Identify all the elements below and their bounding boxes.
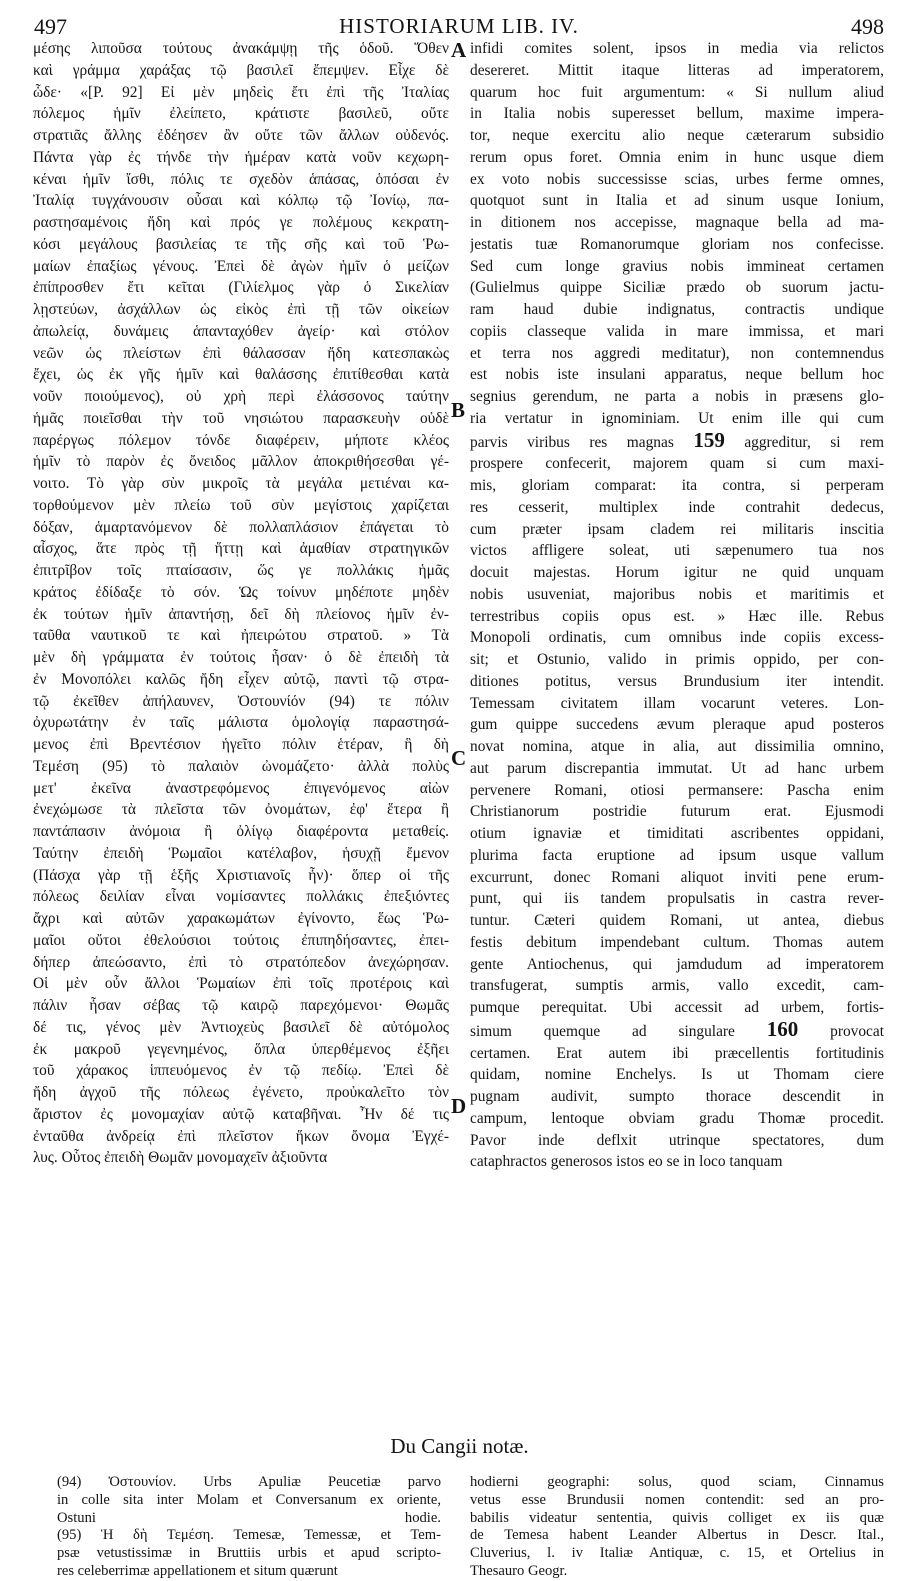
- text-line: μέσης λιποῦσα τούτους ἀνακάμψῃ τῆς ὁδοῦ. Ὅθεν: [33, 40, 449, 57]
- text-segment: simum quemque ad singulare: [470, 1022, 735, 1040]
- text-line: αἶσχος, ἅτε πρὸς τῇ ἥττῃ καὶ ἀμαθίαν στρατηγικῶν: [33, 540, 449, 558]
- text-line: vetus esse Brundusii nomen contendit: sed an pro-: [470, 1491, 884, 1508]
- text-line: μὲν δὴ γράμματα ἐν τούτοις ἦσαν· ὁ δὲ ἐπειδὴ τὰ: [33, 649, 449, 666]
- text-line: Cluverius, l. iv Italiæ Antiquæ, c. 15, et Ortelius in: [470, 1545, 884, 1562]
- text-line: pumque perequitat. Ubi accessit ad urbem, fortis-: [470, 999, 884, 1016]
- text-line: otium ignaviæ et timiditati ascribentes oppidani,: [470, 825, 884, 842]
- text-line: babilis videatur sententia, quivis colliget ex iis quæ: [470, 1509, 884, 1526]
- page-number-right: 498: [851, 14, 884, 39]
- text-line: cum præter ipsam cladem rei militaris inscitia: [470, 520, 884, 538]
- text-line: copiis classeque valida in mare immissa, et mari: [470, 322, 884, 340]
- text-line: ἀπωλείᾳ, δυνάμεις ἁπανταχόθεν ἀγείρ· καὶ στόλον: [33, 322, 449, 340]
- text-line: ria vertatur in ignominiam. Ut enim ille qui cum: [470, 409, 884, 427]
- text-line: quidam, nomine Enchelys. Is ut Thomam ciere: [470, 1066, 884, 1084]
- text-line: [470, 1019, 884, 1043]
- text-line: Ostuni hodie.: [57, 1509, 441, 1526]
- text-line: νοῦν ποιούμενος), οὐ χρὴ περὶ ἐλάσσονος ταύτην: [33, 388, 449, 405]
- text-line: λῃστεύων, ἀσχάλλων ὡς εἰκὸς ἐπὶ τῇ τῶν οἰκείων: [33, 301, 449, 318]
- text-line: ἐκ μακροῦ γεγενημένος, ὅπλα ὑπερθέμενος ἐξῆει: [33, 1040, 449, 1058]
- text-line: ἤδη ἀγχοῦ τῆς πόλεως ἐγένετο, προὐκαλεῖτο τὸν: [33, 1084, 449, 1101]
- text-line: Christianorum postridie futurum erat. Ejusmodi: [470, 803, 884, 821]
- text-line: in Italia nobis superesset bellum, maxime impera-: [470, 105, 884, 123]
- text-line: de Temesa habent Leander Albertus in Descr. Ital.,: [470, 1527, 884, 1544]
- text-line: et terra nos aggredi meditatur), non contemnendus: [470, 344, 884, 362]
- text-line: ἄριστον ἐς μονομαχίαν αὐτῷ καταβῆναι. Ἦν δέ τις: [33, 1105, 449, 1123]
- text-line: Πάντα γὰρ ἐς τήνδε τὴν ἡμέραν κατὰ νοῦν κεχωρη-: [33, 148, 449, 166]
- text-line: tuntur. Cæteri quidem Romani, ut antea, diebus: [470, 912, 884, 929]
- text-line: μενος ἐπὶ Βρεντέσιον ἡγεῖτο πόλιν ἑτέραν, ἣ δὴ: [33, 736, 449, 753]
- text-line: (95) Ἡ δὴ Τεμέση. Temesæ, Temessæ, et Tem-: [57, 1527, 441, 1544]
- column-number: 159: [693, 429, 725, 452]
- text-line: Οἱ μὲν οὖν ἄλλοι Ῥωμαίων ἐπὶ τοῖς προτέροις καὶ: [33, 975, 449, 993]
- text-line: plurima facta eruptione ad ipsum usque vallum: [470, 846, 884, 864]
- text-line: λυς. Οὗτος ἐπειδὴ Θωμᾶν μονομαχεῖν ἀξιοῦντα: [33, 1149, 328, 1167]
- text-line: gente Antiochenus, qui jamdudum ad imperatorem: [470, 955, 884, 973]
- text-line: μετ' ἐκεῖνα ἀναστρεφόμενος ἐπιγενόμενος αἰὼν: [33, 779, 449, 797]
- text-line: in colle sita inter Molam et Conversanum ex oriente,: [57, 1491, 441, 1508]
- text-line: ἐπίπροσθεν ἔτι κεῖται (Γιλίελμος γὰρ ὁ Σικελίαν: [33, 279, 449, 297]
- text-line: Monopoli ordinatis, cum omnibus inde copiis excess-: [470, 629, 884, 647]
- notes-right-column: [470, 1474, 884, 1581]
- text-line: mis, gloriam comparat: ita contra, si perperam: [470, 477, 884, 494]
- text-line: ἡμᾶς ποιεῖσθαι τὴν τοῦ νησιώτου παρασκευὴν οὐδὲ: [33, 409, 449, 427]
- text-line: ἡμῖν τὸ παρὸν ἐς ὄνειδος μᾶλλον ἀποκριθήσεσθαι γέ-: [33, 453, 449, 471]
- text-line: ram haud dubie indignatus, contractis undique: [470, 301, 884, 318]
- text-line: ἐκ τούτων ἡμῖν ἀπαντήσῃ, δεῖ δὴ πλείονος ἡμῖν ἐν-: [33, 605, 449, 623]
- text-line: δέ τις, γένος μὲν Ἀντιοχεὺς βασιλεῖ δὲ αὐτόμολος: [33, 1018, 449, 1036]
- text-line: (Πάσχα γὰρ τῇ ἑξῆς Χριστιανοῖς ἦν)· ὅπερ οἱ τῆς: [33, 866, 449, 884]
- text-line: Ταύτην ἐπειδὴ Ῥωμαῖοι κατέλαβον, ἡσυχῇ ἔμενον: [33, 844, 449, 862]
- text-line: τορθούμενον μὲν πλείω τοῦ σὺν μεγίστοις χαρίζεται: [33, 496, 449, 514]
- text-line: ἐν Μονοπόλει καλῶς ἤδη εἶχεν αὐτῷ, παντὶ τῷ στρα-: [33, 670, 449, 688]
- text-line: νοιτο. Τὸ γὰρ σὺν μικροῖς τὰ μεγάλα μετιέναι κα-: [33, 475, 449, 492]
- text-line: μαίων ἐπαξίως γένους. Ἐπεὶ δὲ ἀγὼν ἡμῖν ὁ μείζων: [33, 257, 449, 275]
- text-line: ditiones potitus, versus Brundusium iter intendit.: [470, 672, 884, 690]
- text-line: excurrunt, donec Romani aliquot inviti pene erum-: [470, 868, 884, 886]
- text-segment: aggreditur, si rem: [744, 433, 884, 451]
- text-line: sit; et Ostunio, valido in primis oppido, per con-: [470, 651, 884, 668]
- text-line: ἐπιτρῖβον τοῖς πταίσασιν, ὥς γε πολλάκις ἡμᾶς: [33, 562, 449, 579]
- text-line: pugnam audivit, sumpto thorace descendit in: [470, 1088, 884, 1105]
- notes-left-column: [57, 1474, 441, 1581]
- text-line: tor, neque exercitu alio neque cæterarum subsidio: [470, 127, 884, 144]
- text-line: παντάπασιν ἀνόμοια ἢ ὀλίγῳ διαφέροντα μεταθείς.: [33, 823, 449, 840]
- text-line: psæ vetustissimæ in Bruttiis urbis et apud scripto-: [57, 1545, 441, 1562]
- text-line: desereret. Mittit itaque litteras ad imperatorem,: [470, 61, 884, 79]
- text-line: δήπερ ἀπεώσαντο, ἐπὶ τὸ στρατόπεδον ἀνεχώρησαν.: [33, 953, 449, 971]
- page-number-left: 497: [34, 14, 67, 39]
- text-line: infidi comites solent, ipsos in media via relictos: [470, 40, 884, 57]
- running-title: HISTORIARUM LIB. IV.: [339, 14, 579, 38]
- text-line: jestatis tuæ Romanorumque gloriam nos confecisse.: [470, 235, 884, 253]
- text-line: certamen. Erat autem ibi præcellentis fortitudinis: [470, 1044, 884, 1062]
- text-line: res cesserit, multiplex inde contrahit dedecus,: [470, 498, 884, 516]
- greek-text-column: [33, 38, 449, 1169]
- text-line: victos affligere soleat, uti sæpenumero tua nos: [470, 542, 884, 560]
- text-line: quarum hoc fuit argumentum: « Si nullum aliud: [470, 83, 884, 101]
- text-line: ταῦθα ναυτικοῦ τε καὶ ἠπειρώτου στρατοῦ. » Τὰ: [33, 627, 449, 645]
- text-line: κέναι ἡμῖν ἴσθι, πόλις τε σχεδὸν ἁπάσας, ὁπόσαι ἐν: [33, 170, 449, 188]
- text-line: κόσι μεγάλους βασιλείας τε τῆς σῆς καὶ τοῦ Ῥω-: [33, 235, 449, 253]
- column-number: 160: [766, 1018, 799, 1041]
- text-line: in ditionem nos accepisse, magnaque bella ad ma-: [470, 214, 884, 231]
- text-line: ὧδε· «[P. 92] Εἰ μὲν μηδεὶς ἔτι ἐπὶ τῆς Ἰταλίας: [33, 83, 449, 101]
- margin-marker-b: B: [451, 398, 466, 422]
- text-line: πόλεως δειλίαν εἶναι νομίσαντες πολλάκις ἐπεξιόντες: [33, 888, 449, 906]
- text-line: ἐνταῦθα ἀνδρείᾳ ἐπὶ πλεῖστον ἥκων ὄνομα Ἐγχέ-: [33, 1127, 449, 1145]
- text-line: (Gulielmus quippe Siciliæ prædo ob suorum jactu-: [470, 279, 884, 297]
- text-line: (94) Ὀστουνίον. Urbs Apuliæ Peucetiæ parvo: [57, 1474, 441, 1490]
- text-line: [470, 430, 884, 454]
- text-line: res celeberrimæ appellationem et situm quærunt: [57, 1562, 338, 1579]
- text-line: cataphractos generosos istos eo se in loco tanquam: [470, 1153, 783, 1171]
- text-line: στρατιᾶς ἄλλης ἐδέησεν ἂν οὔτε τῶν ἄλλων οὐδενός.: [33, 127, 449, 144]
- text-line: παρέργως πόλεμον τόνδε διαφέρειν, μήποτε κλέος: [33, 431, 449, 449]
- text-line: rerum opus foret. Omnia enim in hunc usque diem: [470, 148, 884, 166]
- margin-marker-d: D: [451, 1094, 467, 1118]
- text-line: πόλεμος ἡμῖν ἐλείπετο, κράτιστε βασιλεῦ, οὔτε: [33, 105, 449, 123]
- text-line: transfugerat, sumptis armis, vallo excedit, cam-: [470, 977, 884, 995]
- text-line: καὶ γράμμα χαράξας τῷ βασιλεῖ ἔπεμψεν. Εἶχε δὲ: [33, 61, 449, 79]
- text-line: aut parum discrepantia immutat. Ut ad hanc urbem: [470, 759, 884, 777]
- text-segment: parvis viribus res magnas: [470, 433, 674, 451]
- text-line: τοῦ χάρακος ἱππευόμενος ἐν τῷ πεδίῳ. Ἐπεὶ δὲ: [33, 1062, 449, 1080]
- text-line: πάλιν ἦσαν σέβας τῷ καιρῷ παρεχόμενοι· Θωμᾶς: [33, 997, 449, 1014]
- text-line: ex voto nobis successisse scias, urbes ferme omnes,: [470, 170, 884, 188]
- text-line: prospere confecerit, majorem quam si cum maxi-: [470, 455, 884, 473]
- text-line: ἐνεχώμωσε τὰ πλεῖστα τῶν ὀνομάτων, ἐφ' ἕτερα ἢ: [33, 801, 449, 819]
- text-line: docuit majestas. Horum igitur ne quid unquam: [470, 564, 884, 581]
- text-line: νεῶν ὡς πλείστων ἐπὶ θάλασσαν ἤδη κατεσπακὼς: [33, 344, 449, 362]
- text-line: ραστησαμένοις ἤδη καὶ πρός γε πολέμους κεκρατη-: [33, 214, 449, 231]
- text-line: pervenere Romani, otiosi permansere: Pascha enim: [470, 781, 884, 799]
- text-line: ὀχυρωτάτην ἐν ταῖς μάλιστα ὁμολογίᾳ παραστησά-: [33, 714, 449, 732]
- text-line: terrestribus copiis opus est. » Hæc ille. Rebus: [470, 607, 884, 625]
- text-line: novat nomina, atque in alia, aut dissimilia omnino,: [470, 738, 884, 755]
- text-line: Pavor inde deflxit utrinque spectatores, dum: [470, 1131, 884, 1149]
- text-line: campum, lentoque obviam gradu Thomæ procedit.: [470, 1109, 884, 1127]
- text-line: hodierni geographi: solus, quod sciam, Cinnamus: [470, 1474, 884, 1490]
- notes-title: Du Cangii notæ.: [390, 1434, 529, 1458]
- text-line: punt, qui iis tandem propulsatis in castra rever-: [470, 890, 884, 908]
- text-line: nobis usuveniat, majoribus nobis et maritimis et: [470, 585, 884, 603]
- latin-text-column: [470, 38, 884, 1173]
- text-line: quotquot sunt in Italia et ad sinum usque Ionium,: [470, 192, 884, 210]
- text-line: δόξαν, ἁμαρτανόμενον δὲ πολλαπλάσιον ἐπάγεται τὸ: [33, 518, 449, 536]
- text-line: τῷ ἐκεῖθεν ἀπήλαυνεν, Ὀστουνίόν (94) τε πόλιν: [33, 692, 449, 710]
- margin-marker-a: A: [451, 38, 467, 62]
- text-line: Ἰταλίᾳ τυγχάνουσιν οὖσαι καὶ κόλπῳ τῷ Ἰονίῳ, πα-: [33, 192, 449, 210]
- text-line: gum quippe succedens ævum pleraque apud posteros: [470, 716, 884, 734]
- text-line: ἔχει, ὡς ἐκ γῆς ἡμῖν καὶ θαλάσσης ἐπιτίθεσθαι κατὰ: [33, 366, 449, 384]
- margin-marker-c: C: [451, 746, 467, 770]
- text-line: Τεμέση (95) τὸ παλαιὸν ὠνομάζετο· ἀλλὰ πολὺς: [33, 757, 449, 775]
- text-line: ἄχρι καὶ αὐτῶν χαρακωμάτων ἐγίνοντο, ἕως Ῥω-: [33, 910, 449, 927]
- text-line: segnius gerendum, ne parta a nobis in præsens glo-: [470, 388, 884, 405]
- text-line: κράτος ἐδίδαξε τὸ σόν. Ὡς τοίνυν μηδέποτε μηδὲν: [33, 583, 449, 601]
- text-line: festis debitum impendebant cultum. Thomas autem: [470, 933, 884, 951]
- text-line: Sed cum longe gravius nobis immineat certamen: [470, 257, 884, 275]
- text-line: est nobis iste insulani apparatus, neque bellum hoc: [470, 366, 884, 384]
- text-line: Temessam civitatem illam vocarunt veteres. Lon-: [470, 694, 884, 712]
- text-line: Thesauro Geogr.: [470, 1562, 568, 1579]
- text-segment: provocat: [830, 1022, 884, 1040]
- text-line: μαῖοι οὔτοι ἐθελούσιοι τούτοις ἐπιπηδήσαντες, ἐπει-: [33, 931, 449, 949]
